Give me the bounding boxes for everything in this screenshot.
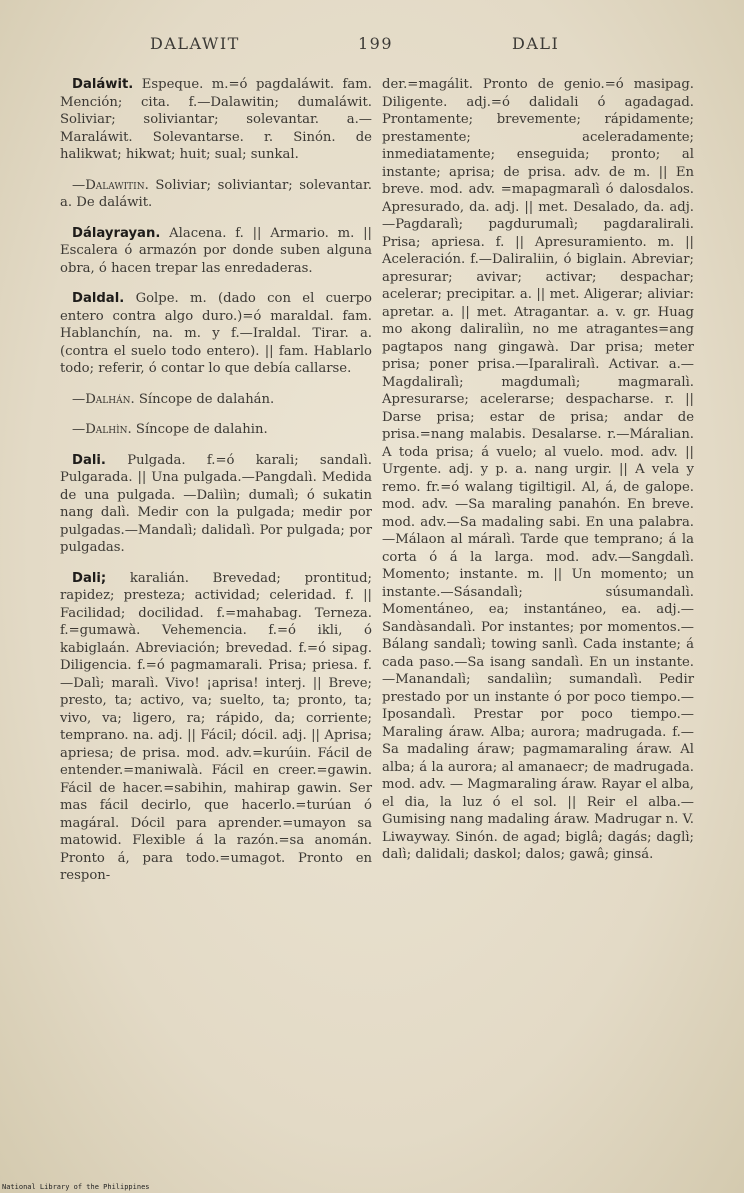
entry-body: der.=magálit. Pronto de genio.=ó masipag. Diligente. adj.=ó dalidali ó agadagad. Prontamente; brevemente; rápidamente; prestamente; aceleradamente; inmediatamente; enseguida; pronto; al instante; aprisa; de prisa. adv. de m. || En breve. mod. adv. =mapagmaralì ó dalosdalos. Apresurado, da. adj. || met. Desalado, da. adj.—Pagdaralì; pagdurumalì; pagdaralirali. Prisa; apriesa. f. || Apresuramiento. m. || Aceleración. f.—Daliraliin, ó biglain. Abreviar; apresurar; avivar; activar; despachar; acelerar; precipitar. a. || met. Aligerar; aliviar: apretar. a. || met. Atragantar. a. v. gr. Huag mo akong daliraliìn, no me atragantes=ang pagtapos nang gingawà. Dar prisa; meter prisa; poner prisa.—Iparaliralì. Activar. a.—Magdaliralì; magdumalì; magmaralì. Apresurarse; acelerarse; despacharse. r. || Darse prisa; estar de prisa; andar de prisa.=nang malabis. Desalarse. r.—Máralian. A toda prisa; á vuelo; al vuelo. mod. adv. || Urgente. adj. y p. a. nang urgir. || A vela y remo. fr.=ó walang tigiltigil. Al, á, de galope. mod. adv. —Sa maraling panahón. En breve. mod. adv.—Sa madaling sabi. En una palabra.—Málaon al máralì. Tarde que temprano; á la corta ó á la larga. mod. adv.—Sangdalì. Momento; instante. m. || Un momento; un instante.—Sásandalì; súsumandalì. Momentáneo, ea; instantáneo, ea. adj.—Sandàsandalì. Por instantes; por momentos.—Bálang sandalì; towing sanlì. Cada instante; á cada paso.—Sa isang sandalì. En un instante.—Manandalì; sandaliìn; sumandalì. Pedir prestado por un instante ó por poco tiempo.—Iposandalì. Prestar por poco tiempo.—Maraling áraw. Alba; aurora; madrugada. f.—Sa madaling áraw; pagmamaraling áraw. Al alba; á la aurora; al amanaecr; de madrugada. mod. adv. — Magmaraling áraw. Rayar el alba, el dia, la luz ó el sol. || Reir el alba.—Gumising nang madaling áraw. Madrugar n. V. Liwayway. Sinón. de agad; biglâ; dagás; daglì; dalì; dalidali; daskol; dalos; gawâ; ginsá. [382, 77, 694, 862]
dictionary-entry [60, 177, 372, 212]
dictionary-entry [60, 225, 372, 278]
entry-body: Golpe. m. (dado con el cuerpo entero contra algo duro.)=ó maraldal. fam. Hablanchín, na. m. y f.—Iraldal. Tirar. a. (contra el suelo todo entero). || fam. Hablarlo todo; referir, ó contar lo que debía callarse. [60, 291, 372, 376]
entry-body: Alacena. f. || Armario. m. || Escalera ó armazón por donde suben alguna obra, ó hacen trepar las enredaderas. [60, 225, 372, 276]
entry-body: Pulgada. f.=ó karali; sandalì. Pulgarada. || Una pulgada.—Pangdalì. Medida de una pulgada. —Daliìn; dumalì; ó sukatin nang dalì. Medir con la pulgada; medir por pulgadas.—Mandalì; dalidalì. Por pulgada; por pulgadas. [60, 452, 372, 555]
left-column [60, 76, 372, 885]
running-head-left: DALAWIT [150, 34, 240, 53]
entry-body: Síncope de dalahán. [138, 391, 275, 407]
dictionary-entry [60, 290, 372, 378]
footer-credit: National Library of the Philippines [2, 1183, 150, 1191]
entry-headword: Daldal. [72, 291, 125, 306]
dictionary-entry-continued [382, 76, 694, 864]
dictionary-entry [60, 421, 372, 439]
dictionary-entry [60, 570, 372, 885]
right-column [382, 76, 694, 864]
page-number: 199 [358, 34, 394, 53]
entry-body: Espeque. m.=ó pagdaláwit. fam. Mención; cita. f.—Dalawitin; dumaláwit. Soliviar; soliviantar; solevantar. a.—Maraláwit. Solevantarse. r. Sinón. de halikwat; hikwat; huit; sual; sunkal. [60, 77, 372, 162]
running-head-right: DALI [512, 34, 560, 53]
entry-headword: Daláwit. [72, 77, 134, 92]
entry-headword: Dálayrayan. [72, 225, 161, 241]
dictionary-entry [60, 391, 372, 409]
entry-body: Soliviar; soliviantar; solevantar. a. De daláwit. [60, 177, 372, 210]
entry-headword: —Dalhán. [72, 391, 135, 407]
entry-headword: Dali; [72, 570, 107, 586]
entry-headword: Dali. [72, 452, 106, 468]
entry-body: karalián. Brevedad; prontitud; rapidez; presteza; actividad; celeridad. f. || Facilidad; docilidad. f.=mahabag. Terneza. f.=gumawà. Vehemencia. f.=ó ikli, ó kabiglaán. Abreviación; brevedad. f.=ó sipag. Diligencia. f.=ó pagmamarali. Prisa; priesa. f.—Dalì; maralì. Vivo! ¡aprisa! interj. || Breve; presto, ta; activo, va; suelto, ta; pronto, ta; vivo, va; ligero, ra; rápido, da; corriente; temprano. na. adj. || Fácil; dócil. adj. || Aprisa; apriesa; de prisa. mod. adv.=kurúin. Fácil de entender.=maniwalà. Fácil en creer.=gawin. Fácil de hacer.=sabihin, mahirap gawin. Ser mas fácil decirlo, que hacerlo.=turúan ó magáral. Dócil para aprender.=umayon sa matowid. Flexible á la razón.=sa anomán. Pronto á, para todo.=umagot. Pronto en respon- [60, 570, 372, 883]
entry-body: Síncope de dalahin. [135, 422, 268, 437]
entry-headword: —Dalhìn. [72, 422, 132, 437]
dictionary-entry [60, 76, 372, 164]
dictionary-entry [60, 452, 372, 557]
entry-headword: —Dalawitin. [72, 177, 149, 193]
